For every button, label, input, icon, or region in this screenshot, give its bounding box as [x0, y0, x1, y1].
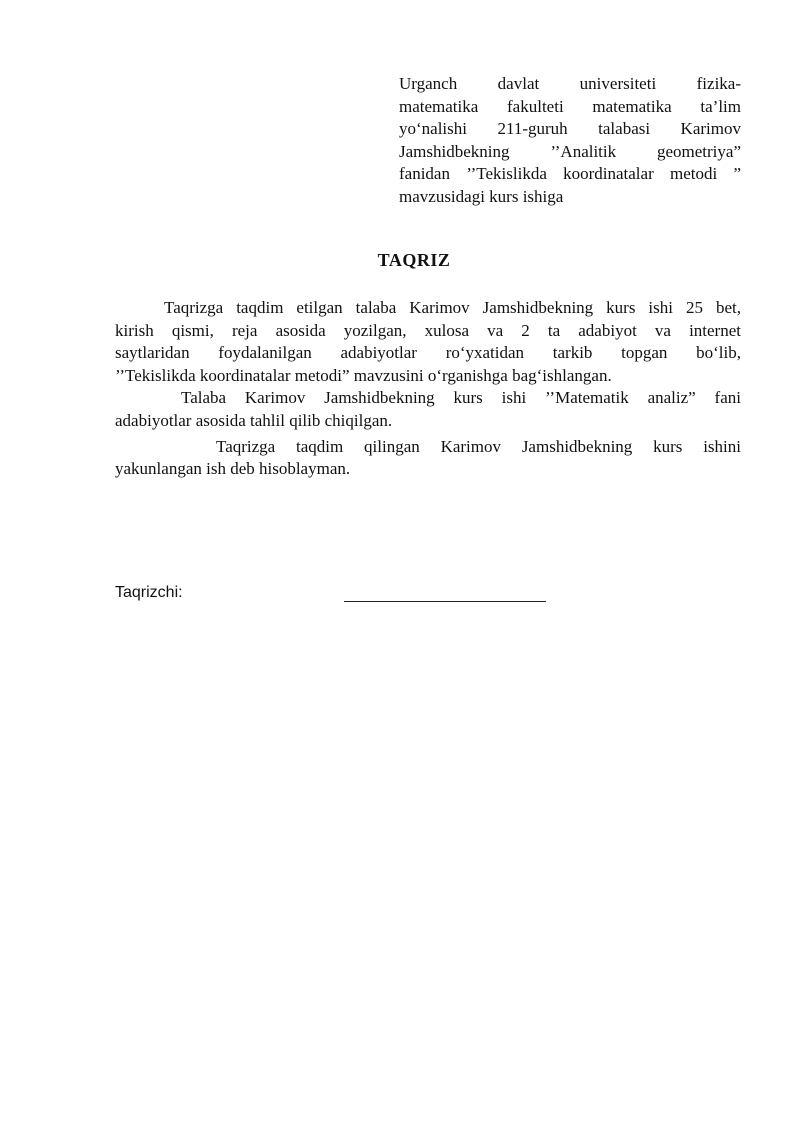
paragraph-line: Taqrizga taqdim qilingan Karimov Jamshidbekning kurs ishini	[216, 436, 741, 456]
signature-line	[344, 601, 546, 602]
addressee-line: Jamshidbekning ’’Analitik geometriya”	[399, 141, 741, 161]
paragraph-2	[115, 387, 741, 432]
paragraph-line: saytlaridan foydalanilgan adabiyotlar ro‘yxatidan tarkib topgan bo‘lib,	[115, 343, 741, 363]
review-body	[115, 297, 741, 481]
paragraph-line: yakunlangan ish deb hisoblayman.	[115, 459, 351, 479]
paragraph-1	[115, 297, 741, 387]
paragraph-line: Taqrizga taqdim etilgan talaba Karimov Jamshidbekning kurs ishi 25 bet,	[164, 298, 741, 317]
paragraph-line: Talaba Karimov Jamshidbekning kurs ishi ’’Matematik analiz” fani	[181, 388, 741, 408]
paragraph-line: ’’Tekislikda koordinatalar metodi” mavzusini o‘rganishga bag‘ishlangan.	[115, 365, 612, 385]
paragraph-3	[115, 436, 741, 481]
document-title: TAQRIZ	[377, 250, 451, 270]
reviewer-label: Taqrizchi:	[115, 584, 183, 601]
addressee-line: matematika fakulteti matematika ta’lim	[399, 96, 741, 116]
addressee-line: mavzusidagi kurs ishiga	[399, 186, 564, 206]
addressee-line: fanidan ’’Tekislikda koordinatalar metodi ”	[399, 164, 741, 184]
addressee-line: yo‘nalishi 211-guruh talabasi Karimov	[399, 119, 741, 139]
addressee-line: Urganch davlat universiteti fizika-	[399, 74, 741, 93]
paragraph-line: kirish qismi, reja asosida yozilgan, xulosa va 2 ta adabiyot va internet	[115, 320, 741, 340]
paragraph-line: adabiyotlar asosida tahlil qilib chiqilgan.	[115, 410, 393, 430]
addressee-block	[399, 73, 741, 209]
